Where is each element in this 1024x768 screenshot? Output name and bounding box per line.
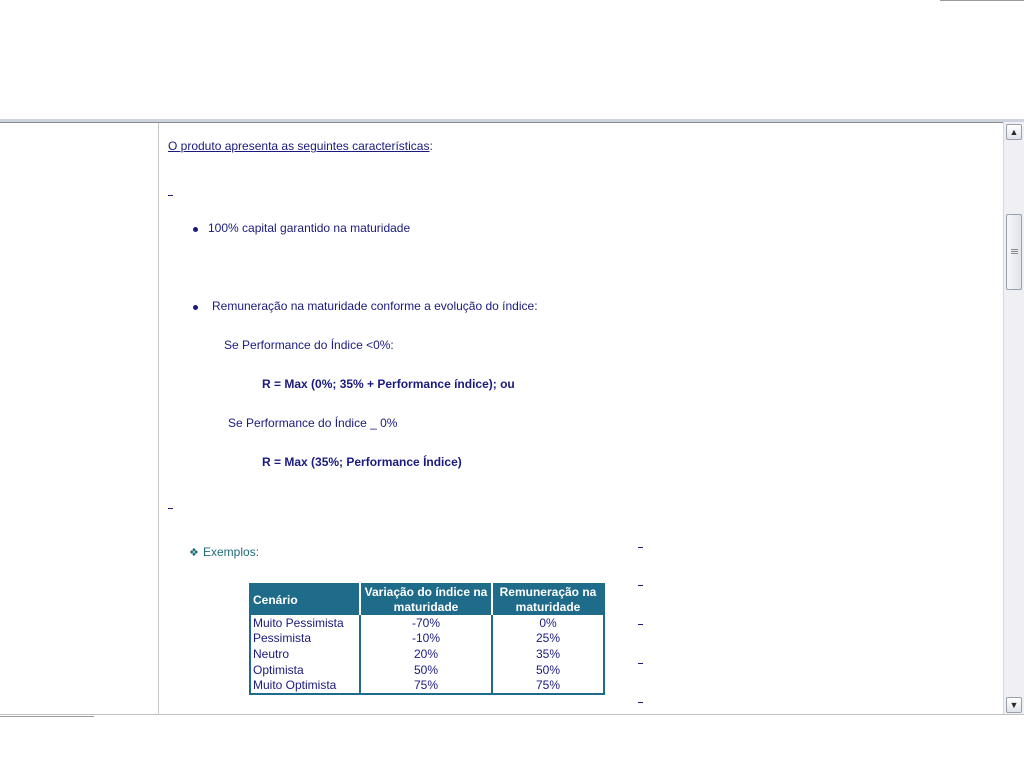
margin-dash (638, 585, 643, 586)
grip-icon (1011, 249, 1018, 250)
cell-remuneration: 0% (492, 615, 604, 631)
arrow-down-icon: ▼ (1009, 700, 1019, 710)
margin-dash (638, 702, 643, 703)
condition-positive: Se Performance do Índice _ 0% (228, 416, 398, 430)
margin-dash (638, 624, 643, 625)
table-row (250, 677, 604, 694)
intro-text: O produto apresenta as seguintes características (168, 139, 430, 153)
cell-variation: -70% (360, 615, 492, 631)
intro-line (168, 139, 433, 153)
frame-bottom-border (0, 714, 1024, 715)
document-frame (0, 119, 1024, 715)
table-row (250, 646, 604, 662)
cell-scenario: Muito Pessimista (253, 615, 344, 630)
bullet-item-capital: 100% capital garantido na maturidade (208, 221, 411, 235)
table-row (250, 631, 604, 647)
bullet-icon (193, 227, 198, 232)
header-index-variation: Variação do índice na maturidade (360, 584, 492, 615)
cell-variation: -10% (360, 631, 492, 647)
cell-variation: 50% (360, 662, 492, 678)
scrollbar-thumb[interactable] (1006, 214, 1022, 290)
condition-negative: Se Performance do Índice <0%: (224, 338, 394, 352)
bullet-icon (193, 305, 198, 310)
cell-scenario: Pessimista (253, 631, 312, 646)
examples-label: Exemplos: (203, 545, 260, 559)
scroll-up-button[interactable] (1006, 124, 1022, 140)
formula-positive: R = Max (35%; Performance Índice) (262, 455, 462, 469)
cell-remuneration: 75% (492, 677, 604, 694)
diamond-bullet-icon: ❖ (189, 547, 199, 559)
status-line (0, 716, 94, 717)
cell-remuneration: 35% (492, 646, 604, 662)
cell-remuneration: 25% (492, 631, 604, 647)
left-margin-rule (158, 123, 159, 715)
separator-dash (168, 195, 173, 196)
separator-dash (168, 508, 173, 509)
cell-variation: 75% (360, 677, 492, 694)
formula-negative: R = Max (0%; 35% + Performance índice); ou (262, 377, 515, 391)
table-row (250, 662, 604, 678)
margin-dash (638, 547, 643, 548)
header-scenario: Cenário (250, 584, 360, 615)
cell-scenario: Optimista (253, 662, 304, 677)
cell-remuneration: 50% (492, 662, 604, 678)
table-row (250, 615, 604, 631)
intro-colon: : (429, 139, 433, 153)
document-content (0, 122, 1003, 715)
examples-table (249, 583, 605, 695)
table-header-row (250, 584, 604, 615)
bullet-item-remuneration: Remuneração na maturidade conforme a evolução do índice: (212, 299, 538, 313)
margin-dash (638, 663, 643, 664)
scroll-down-button[interactable] (1006, 697, 1022, 713)
cell-scenario: Muito Optimista (253, 678, 337, 693)
arrow-up-icon: ▲ (1009, 127, 1019, 137)
top-edge-line (940, 0, 1024, 1)
cell-variation: 20% (360, 646, 492, 662)
vertical-scrollbar[interactable] (1003, 122, 1024, 715)
cell-scenario: Neutro (253, 646, 290, 661)
header-remuneration: Remuneração na maturidade (492, 584, 604, 615)
